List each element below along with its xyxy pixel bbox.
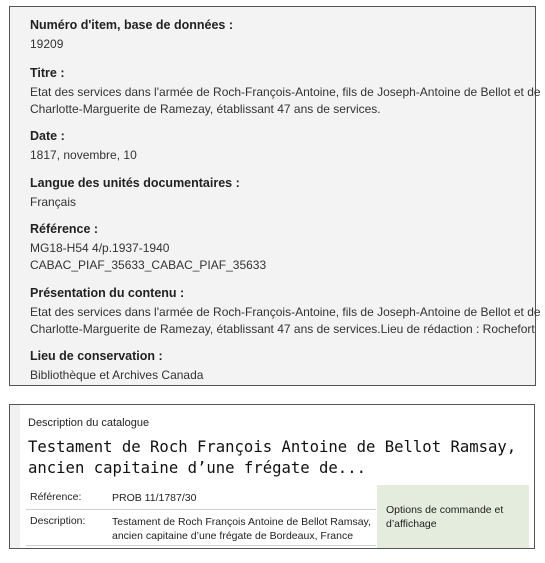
catalogue-title-line-2: ancien capitaine d’une frégate de... (28, 459, 366, 477)
title-line-1: Etat des services dans l'armée de Roch-François-Antoine, fils de Joseph-Antoine de Bellot et de (30, 85, 541, 99)
title-field (30, 65, 541, 118)
catalogue-description-line-2: ancien capitaine d’une frégate de Bordeaux, France (112, 530, 354, 542)
item-number-value: 19209 (30, 37, 64, 51)
options-line-1: Options de commande et (386, 504, 504, 516)
reference-line-2: CABAC_PIAF_35633_CABAC_PIAF_35633 (30, 258, 267, 272)
reference-value (30, 240, 529, 274)
row-divider (26, 509, 376, 510)
language-field (30, 175, 529, 211)
catalogue-description-value (112, 515, 371, 543)
row-divider-bottom (26, 545, 376, 546)
location-label: Lieu de conservation : (30, 349, 163, 363)
language-label: Langue des unités documentaires : (30, 176, 240, 190)
location-value: Bibliothèque et Archives Canada (30, 368, 204, 382)
title-value (30, 84, 541, 118)
ordering-display-options-button[interactable] (377, 485, 529, 549)
content-value (30, 304, 541, 338)
reference-label: Référence : (30, 222, 99, 236)
date-label: Date : (30, 129, 65, 143)
catalogue-title-line-1: Testament de Roch François Antoine de Bellot Ramsay, (28, 438, 517, 456)
catalogue-section-label: Description du catalogue (28, 417, 150, 429)
panel-side-strip (10, 405, 20, 548)
catalogue-description-label: Description: (30, 515, 86, 527)
catalogue-reference-label: Référence: (30, 491, 82, 503)
content-line-1: Etat des services dans l'armée de Roch-François-Antoine, fils de Joseph-Antoine de Bellot et de (30, 305, 541, 319)
reference-line-1: MG18-H54 4/p.1937-1940 (30, 241, 170, 255)
language-value: Français (30, 195, 77, 209)
date-value: 1817, novembre, 10 (30, 148, 137, 162)
catalogue-reference-value: PROB 11/1787/30 (112, 492, 197, 504)
catalogue-description-panel (9, 404, 535, 549)
record-details-panel (9, 6, 541, 386)
title-line-2: Charlotte-Marguerite de Ramezay, établissant 47 ans de services. (30, 102, 381, 116)
reference-field (30, 221, 529, 274)
date-field (30, 128, 529, 164)
catalogue-description-line-1: Testament de Roch François Antoine de Bellot Ramsay, (112, 516, 371, 528)
location-field (30, 348, 529, 384)
title-label: Titre : (30, 66, 65, 80)
options-line-2: d’affichage (386, 518, 437, 530)
content-field (30, 285, 541, 338)
content-line-2: Charlotte-Marguerite de Ramezay, établissant 47 ans de services.Lieu de rédaction : Rochefort (30, 322, 535, 336)
item-number-field (30, 17, 529, 53)
item-number-label: Numéro d'item, base de données : (30, 18, 234, 32)
content-label: Présentation du contenu : (30, 286, 185, 300)
catalogue-title (28, 437, 528, 479)
